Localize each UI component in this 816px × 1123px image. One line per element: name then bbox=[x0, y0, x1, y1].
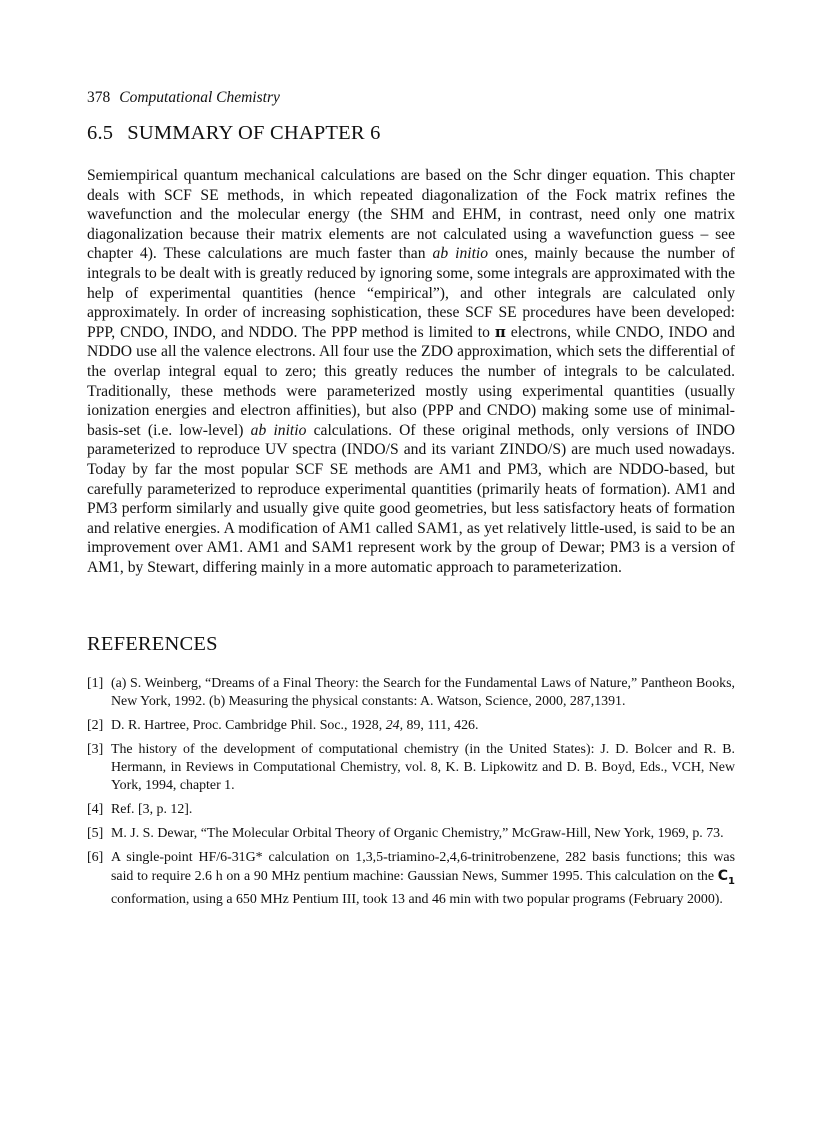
reference-item bbox=[87, 675, 735, 711]
summary-text-1: Semiempirical quantum mechanical calculations are based on the Schr dinger equation. This chapter deals with SCF SE methods, in which repeated diagonalization of the Fock matrix refines the wavefunction and the molecular energy (the SHM and EHM, in contrast, need only one matrix diagonalization because their matrix elements are not calculated using a wavefunction guess – see chapter 4). These calculations are much faster than bbox=[87, 167, 735, 263]
reference-text bbox=[111, 850, 735, 907]
reference-item bbox=[87, 801, 735, 819]
references-list bbox=[87, 675, 735, 909]
reference-text: M. J. S. Dewar, “The Molecular Orbital Theory of Organic Chemistry,” McGraw-Hill, New York, 1969, p. 73. bbox=[111, 826, 724, 842]
pi-symbol: π bbox=[494, 322, 506, 341]
running-header bbox=[87, 88, 735, 108]
book-title: Computational Chemistry bbox=[119, 89, 280, 106]
page bbox=[87, 88, 735, 915]
reference-number: [3] bbox=[87, 742, 104, 758]
summary-italic-2: ab initio bbox=[250, 421, 307, 439]
section-number: 6.5 bbox=[87, 122, 114, 144]
reference-item bbox=[87, 825, 735, 843]
reference-text: (a) S. Weinberg, “Dreams of a Final Theory: the Search for the Fundamental Laws of Nature,” Pantheon Books, New York, 1992. (b) Measuring the physical constants: A. Watson, Science, 2000, 287,1391. bbox=[111, 676, 735, 710]
reference-number: [2] bbox=[87, 718, 104, 734]
reference-volume: 24, bbox=[385, 718, 404, 734]
reference-number: [4] bbox=[87, 802, 104, 818]
summary-text-2: ones, mainly because the number of integrals to be dealt with is greatly reduced by ignoring some, some integrals are approximated with the help of experimental quantities (hence “empirical”), and other integrals are calculated only approximately. In order of increasing sophistication, these SCF SE procedures have been developed: PPP, CNDO, INDO, and NDDO. The PPP method is limited to bbox=[87, 245, 735, 341]
point-group-subscript: 1 bbox=[728, 876, 735, 888]
reference-item bbox=[87, 849, 735, 909]
reference-text-part: conformation, using a 650 MHz Pentium III, took 13 and 46 min with two popular programs (February 2000). bbox=[111, 892, 723, 908]
reference-text-part: A single-point HF/6-31G* calculation on 1,3,5-triamino-2,4,6-trinitrobenzene, 282 basis functions; this was said to require 2.6 h on a 90 MHz pentium machine: Gaussian News, Summer 1995. This calculation on the bbox=[111, 850, 735, 885]
reference-number: [5] bbox=[87, 826, 104, 842]
reference-text bbox=[111, 718, 478, 733]
reference-number: [1] bbox=[87, 676, 104, 692]
section-title: SUMMARY OF CHAPTER 6 bbox=[127, 122, 381, 144]
summary-text-3: electrons, while CNDO, INDO and NDDO use all the valence electrons. All four use the ZDO approximation, which sets the differential of the overlap integral equal to zero; this greatly reduces the number of integrals to be calculated. Traditionally, these methods were parameterized mostly using experimental quantities (usually ionization energies and electron affinities), but also (PPP and CNDO) making some use of minimal-basis-set (i.e. low-level) bbox=[87, 323, 735, 439]
summary-text-4: calculations. Of these original methods, only versions of INDO parameterized to reproduce UV spectra (INDO/S and its variant ZINDO/S) are much used nowadays. Today by far the most popular SCF SE methods are AM1 and PM3, which are NDDO-based, but carefully parameterized to reproduce experimental quantities (primarily heats of formation). AM1 and PM3 perform similarly and usually give quite good geometries, but less satisfactory heats of formation and relative energies. A modification of AM1 called SAM1, as yet relatively little-used, is said to be an improvement over AM1. AM1 and SAM1 represent work by the group of Dewar; PM3 is a version of AM1, by Stewart, differing mainly in a more automatic approach to parameterization. bbox=[87, 421, 736, 576]
page-number: 378 bbox=[87, 89, 111, 106]
section-heading bbox=[87, 120, 735, 146]
references-heading: REFERENCES bbox=[87, 633, 218, 656]
reference-text: The history of the development of computational chemistry (in the United States): J. D. Bolcer and R. B. Hermann, in Reviews in Computational Chemistry, vol. 8, K. B. Lipkowitz and D. B. Boyd, Eds., VCH, New York, 1994, chapter 1. bbox=[111, 742, 735, 794]
point-group-symbol bbox=[717, 868, 735, 888]
reference-text: Ref. [3, p. 12]. bbox=[111, 802, 193, 818]
reference-text-part: D. R. Hartree, Proc. Cambridge Phil. Soc., 1928, bbox=[111, 718, 386, 734]
reference-text-part: 89, 111, 426. bbox=[403, 718, 479, 734]
reference-item bbox=[87, 717, 735, 735]
reference-item bbox=[87, 741, 735, 795]
summary-paragraph bbox=[87, 166, 735, 577]
reference-number: [6] bbox=[87, 850, 104, 866]
point-group-letter: C bbox=[717, 868, 729, 885]
summary-italic-1: ab initio bbox=[432, 245, 489, 263]
